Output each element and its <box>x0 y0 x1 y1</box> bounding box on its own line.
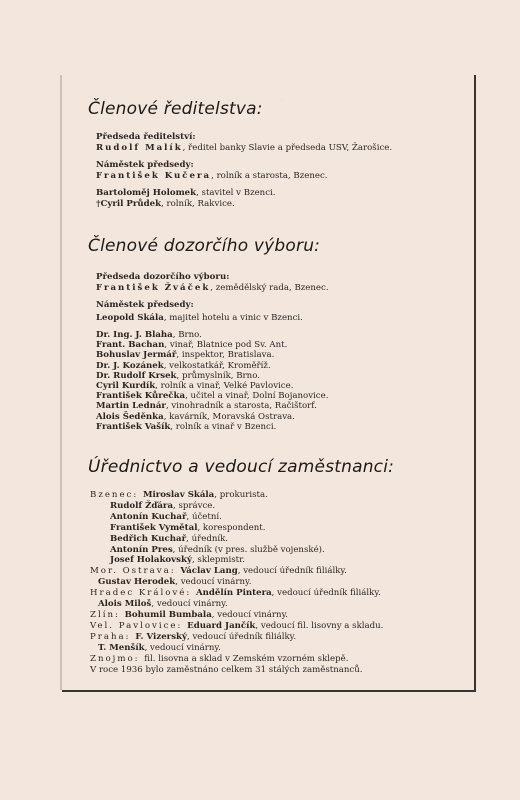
role-label: Náměstek předsedy: <box>96 300 194 310</box>
staff-line <box>110 555 245 565</box>
person-name: Gustav Herodek <box>98 577 176 588</box>
person-desc: , rolník a vinař, Velké Pavlovice. <box>155 381 294 391</box>
person-name: Dr. Rudolf Krsek <box>96 370 177 381</box>
person-name: Antonín Pres <box>110 544 173 555</box>
staff-line <box>90 588 381 598</box>
person-name: F. Vizerský <box>135 631 187 642</box>
place-name: Hradec Králové: <box>90 588 196 599</box>
superv-member <box>96 401 317 411</box>
person-name: †Cyril Průdek <box>96 199 162 209</box>
person-desc: , vedoucí fil. lisovny a skladu. <box>255 620 384 631</box>
place-name: Znojmo: <box>90 653 145 664</box>
staff-line <box>90 566 347 576</box>
person-name: Frant. Bachan <box>96 340 165 351</box>
person-desc: , vedoucí úředník filiálky. <box>237 566 347 577</box>
person-name: Leopold Skála <box>96 313 164 323</box>
staff-line <box>98 577 252 587</box>
staff-line <box>98 643 221 653</box>
superv-deputy <box>96 313 303 323</box>
person-desc: , sklepmistr. <box>191 555 246 566</box>
person-desc: , vedoucí vinárny. <box>211 609 289 620</box>
person-desc: , vedoucí úředník filiálky. <box>271 588 381 599</box>
person-desc: , Brno. <box>172 330 202 340</box>
person-desc: , prokurista. <box>214 490 268 500</box>
staff-line <box>110 501 215 511</box>
person-desc: , vedoucí vinárny. <box>144 642 221 653</box>
staff-line <box>90 632 296 642</box>
person-desc: , rolník a vinař v Bzenci. <box>170 421 277 432</box>
person-desc: , vinohradník a starosta, Račištorf. <box>165 401 317 412</box>
show-through-text: · <box>280 96 283 106</box>
board-deputy <box>96 171 328 181</box>
board-chair <box>96 143 392 153</box>
person-name: Antonín Kuchař <box>110 511 187 522</box>
role-label: Předseda dozorčího výboru: <box>96 272 230 282</box>
superv-member <box>96 412 295 422</box>
person-desc: , průmyslník, Brno. <box>176 370 260 381</box>
person-desc: , učitel a vinař, Dolní Bojanovice. <box>185 391 329 402</box>
person-name: Václav Lang <box>180 566 238 577</box>
board-member <box>96 199 235 209</box>
staff-line <box>90 621 383 631</box>
superv-member <box>96 371 260 381</box>
person-desc: fil. lisovna a sklad v Zemském vzorném sklepě. <box>144 653 349 664</box>
role-label: Náměstek předsedy: <box>96 160 194 170</box>
superv-member <box>96 361 271 371</box>
superv-member <box>96 391 328 401</box>
place-name: Vel. Pavlovice: <box>90 620 188 631</box>
person-desc: , zemědělský rada, Bzenec. <box>210 283 329 293</box>
person-desc: , velkostatkář, Kroměříž. <box>163 360 271 371</box>
place-name: Praha: <box>90 631 136 642</box>
board-title: Členové ředitelstva: <box>88 99 263 119</box>
person-desc: , kavárník, Moravská Ostrava. <box>163 411 295 422</box>
staff-title: Úřednictvo a vedoucí zaměstnanci: <box>88 457 395 477</box>
superv-deputy-role <box>96 300 194 310</box>
person-desc: , úředník. <box>186 533 229 544</box>
staff-line <box>110 545 325 555</box>
staff-footer: V roce 1936 bylo zaměstnáno celkem 31 stálých zaměstnanců. <box>90 665 363 675</box>
superv-member <box>96 340 287 350</box>
person-name: František Kučera <box>96 171 212 181</box>
staff-line <box>90 490 268 500</box>
person-name: František Vymětal <box>110 522 198 533</box>
person-desc: , vedoucí úředník filiálky. <box>186 631 297 642</box>
person-name: Dr. Ing. J. Blaha <box>96 330 173 340</box>
person-desc: , rolník a starosta, Bzenec. <box>211 171 328 181</box>
person-name: František Žváček <box>96 283 211 293</box>
person-desc: , úředník (v pres. službě vojenské). <box>172 544 325 555</box>
board-chair-role <box>96 132 196 142</box>
person-name: František Vašík <box>96 421 171 432</box>
person-name: Bedřich Kuchař <box>110 533 187 544</box>
staff-line <box>110 523 265 533</box>
person-name: Josef Holakovský <box>110 555 192 566</box>
place-name: Mor. Ostrava: <box>90 566 181 577</box>
superv-chair <box>96 283 329 293</box>
person-desc: , stavitel v Bzenci. <box>196 188 276 198</box>
place-name: Bzenec: <box>90 490 143 500</box>
person-desc: , inspektor, Bratislava. <box>176 350 275 361</box>
staff-line <box>90 654 348 664</box>
person-desc: , vedoucí vinárny. <box>151 599 228 609</box>
staff-footer-line <box>90 665 363 675</box>
staff-line <box>90 610 288 620</box>
person-name: Dr. J. Kozánek <box>96 360 164 371</box>
board-member <box>96 188 276 198</box>
person-name: Martin Lednár <box>96 401 166 412</box>
person-name: Alois Šeděnka <box>96 411 164 422</box>
supervisory-title: Členové dozorčího výboru: <box>88 236 321 256</box>
person-desc: , vedoucí vinárny. <box>175 577 252 588</box>
superv-member <box>96 350 274 360</box>
superv-member <box>96 330 202 340</box>
person-name: Alois Miloš <box>98 599 152 609</box>
place-name: Zlín: <box>90 609 125 620</box>
person-desc: , korespondent. <box>197 522 266 533</box>
staff-line <box>110 534 228 544</box>
person-name: Andělín Pintera <box>196 588 272 599</box>
person-name: Bohumil Bumbala <box>124 609 212 620</box>
staff-line <box>110 512 222 522</box>
person-name: T. Menšík <box>98 642 145 653</box>
superv-member <box>96 381 293 391</box>
person-desc: , majitel hotelu a vinic v Bzenci. <box>163 313 303 323</box>
board-deputy-role <box>96 160 194 170</box>
person-name: Bartoloměj Holomek <box>96 188 197 198</box>
person-name: František Kůrečka <box>96 391 186 402</box>
person-desc: , ředitel banky Slavie a předseda USV, Žarošice. <box>182 143 393 153</box>
person-name: Cyril Kurdík <box>96 381 156 391</box>
person-desc: , vinař, Blatnice pod Sv. Ant. <box>164 340 288 351</box>
person-desc: , účetní. <box>186 511 222 522</box>
staff-line <box>98 599 228 609</box>
person-name: Rudolf Žďára <box>110 500 174 511</box>
person-desc: , správce. <box>173 500 216 511</box>
superv-member <box>96 422 276 432</box>
person-name: Rudolf Malík <box>96 143 183 153</box>
person-desc: , rolník, Rakvice. <box>161 199 235 209</box>
role-label: Předseda ředitelství: <box>96 132 196 142</box>
superv-chair-role <box>96 272 229 282</box>
person-name: Miroslav Skála <box>143 490 215 500</box>
person-name: Eduard Jančík <box>187 620 256 631</box>
person-name: Bohuslav Jermář <box>96 350 177 361</box>
